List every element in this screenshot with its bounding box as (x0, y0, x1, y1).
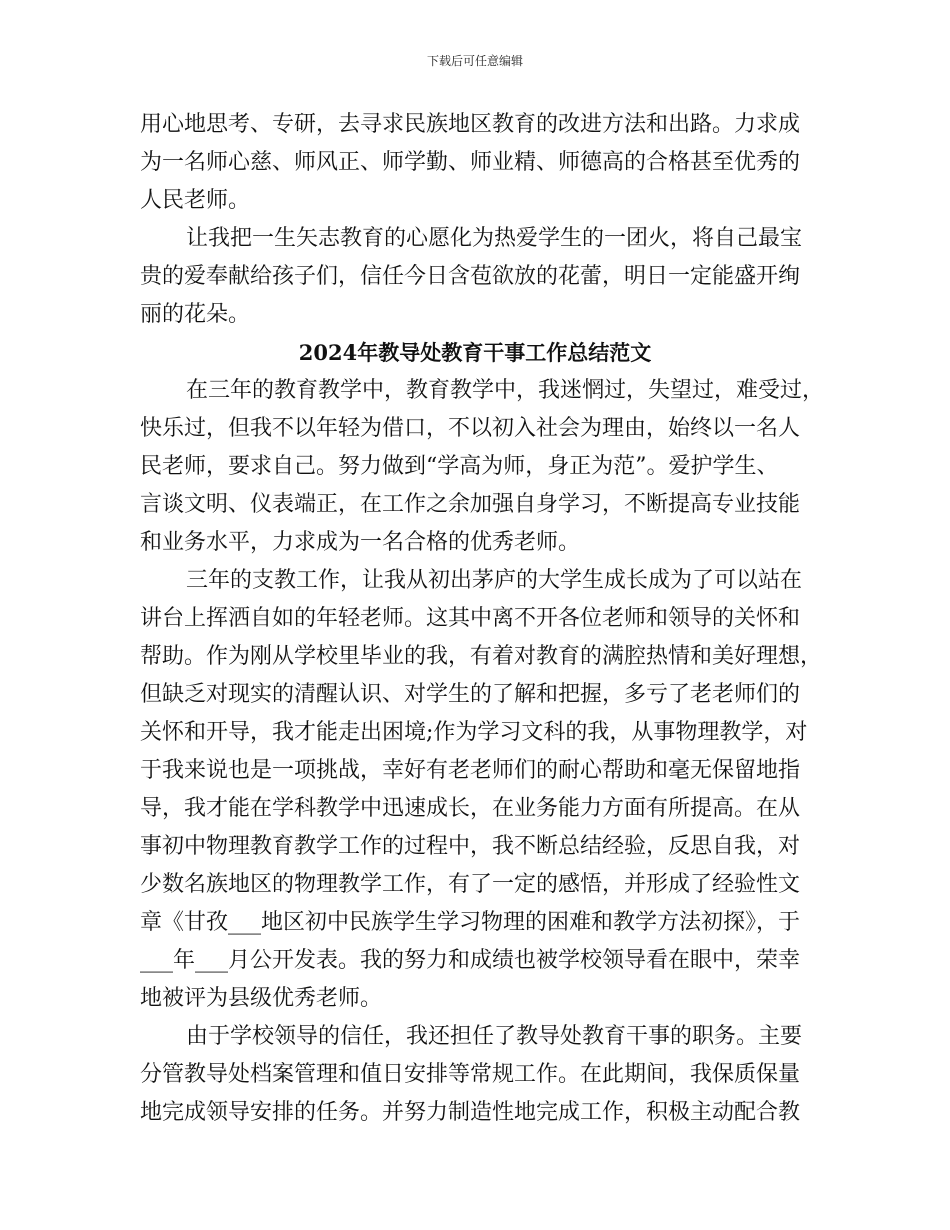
text-line: 用心地思考、专研，去寻求民族地区教育的改进方法和出路。力求成 (140, 112, 801, 137)
text-line: 丽的花朵。 (140, 302, 251, 327)
text-line: 地被评为县级优秀老师。 (140, 986, 383, 1011)
paragraph (140, 1018, 810, 1132)
text-line: 言谈文明、仪表端正，在工作之余加强自身学习，不断提高专业技能 (140, 492, 801, 517)
text-line: 事初中物理教育教学工作的过程中，我不断总结经验，反思自我，对 (140, 834, 801, 859)
text-line: 贵的爱奉献给孩子们，信任今日含苞欲放的花蕾，明日一定能盛开绚 (140, 264, 801, 289)
text-line: 三年的支教工作，让我从初出茅庐的大学生成长成为了可以站在 (186, 568, 803, 593)
text-line: 由于学校领导的信任，我还担任了教导处教育干事的职务。主要 (186, 1024, 803, 1049)
text-line: 导，我才能在学科教学中迅速成长，在业务能力方面有所提高。在从 (140, 796, 801, 821)
section-title: 2024年教导处教育干事工作总结范文 (298, 340, 652, 365)
text-line: 帮助。作为刚从学校里毕业的我，有着对教育的满腔热情和美好理想， (140, 644, 823, 669)
document-body (140, 106, 825, 1132)
text-line: 少数名族地区的物理教学工作，有了一定的感悟，并形成了经验性文 (140, 872, 801, 897)
text-line: ___年___月公开发表。我的努力和成绩也被学校领导看在眼中，荣幸 (140, 948, 801, 973)
paragraph (140, 106, 810, 220)
text-line: 但缺乏对现实的清醒认识、对学生的了解和把握，多亏了老老师们的 (140, 682, 801, 707)
paragraph (140, 220, 810, 334)
text-line: 为一名师心慈、师风正、师学勤、师业精、师德高的合格甚至优秀的 (140, 150, 801, 175)
paragraph (140, 562, 823, 1018)
paragraph (140, 372, 825, 562)
text-line: 章《甘孜___地区初中民族学生学习物理的困难和教学方法初探》，于 (140, 910, 801, 935)
text-line: 地完成领导安排的任务。并努力制造性地完成工作，积极主动配合教 (140, 1100, 801, 1125)
page-header: 下载后可任意编辑 (426, 54, 523, 68)
text-line: 关怀和开导，我才能走出困境;作为学习文科的我，从事物理教学，对 (140, 720, 808, 745)
text-line: 让我把一生矢志教育的心愿化为热爱学生的一团火，将自己最宝 (186, 226, 803, 251)
text-line: 讲台上挥洒自如的年轻老师。这其中离不开各位老师和领导的关怀和 (140, 606, 801, 631)
text-line: 快乐过，但我不以年轻为借口，不以初入社会为理由，始终以一名人 (140, 416, 801, 441)
text-line: 民老师，要求自己。努力做到“学高为师，身正为范”。爱护学生、 (140, 454, 779, 479)
text-line: 在三年的教育教学中，教育教学中，我迷惘过，失望过，难受过， (186, 378, 825, 403)
text-line: 人民老师。 (140, 188, 251, 213)
text-line: 于我来说也是一项挑战，幸好有老老师们的耐心帮助和毫无保留地指 (140, 758, 801, 783)
text-line: 分管教导处档案管理和值日安排等常规工作。在此期间，我保质保量 (140, 1062, 801, 1087)
text-line: 和业务水平，力求成为一名合格的优秀老师。 (140, 530, 581, 555)
